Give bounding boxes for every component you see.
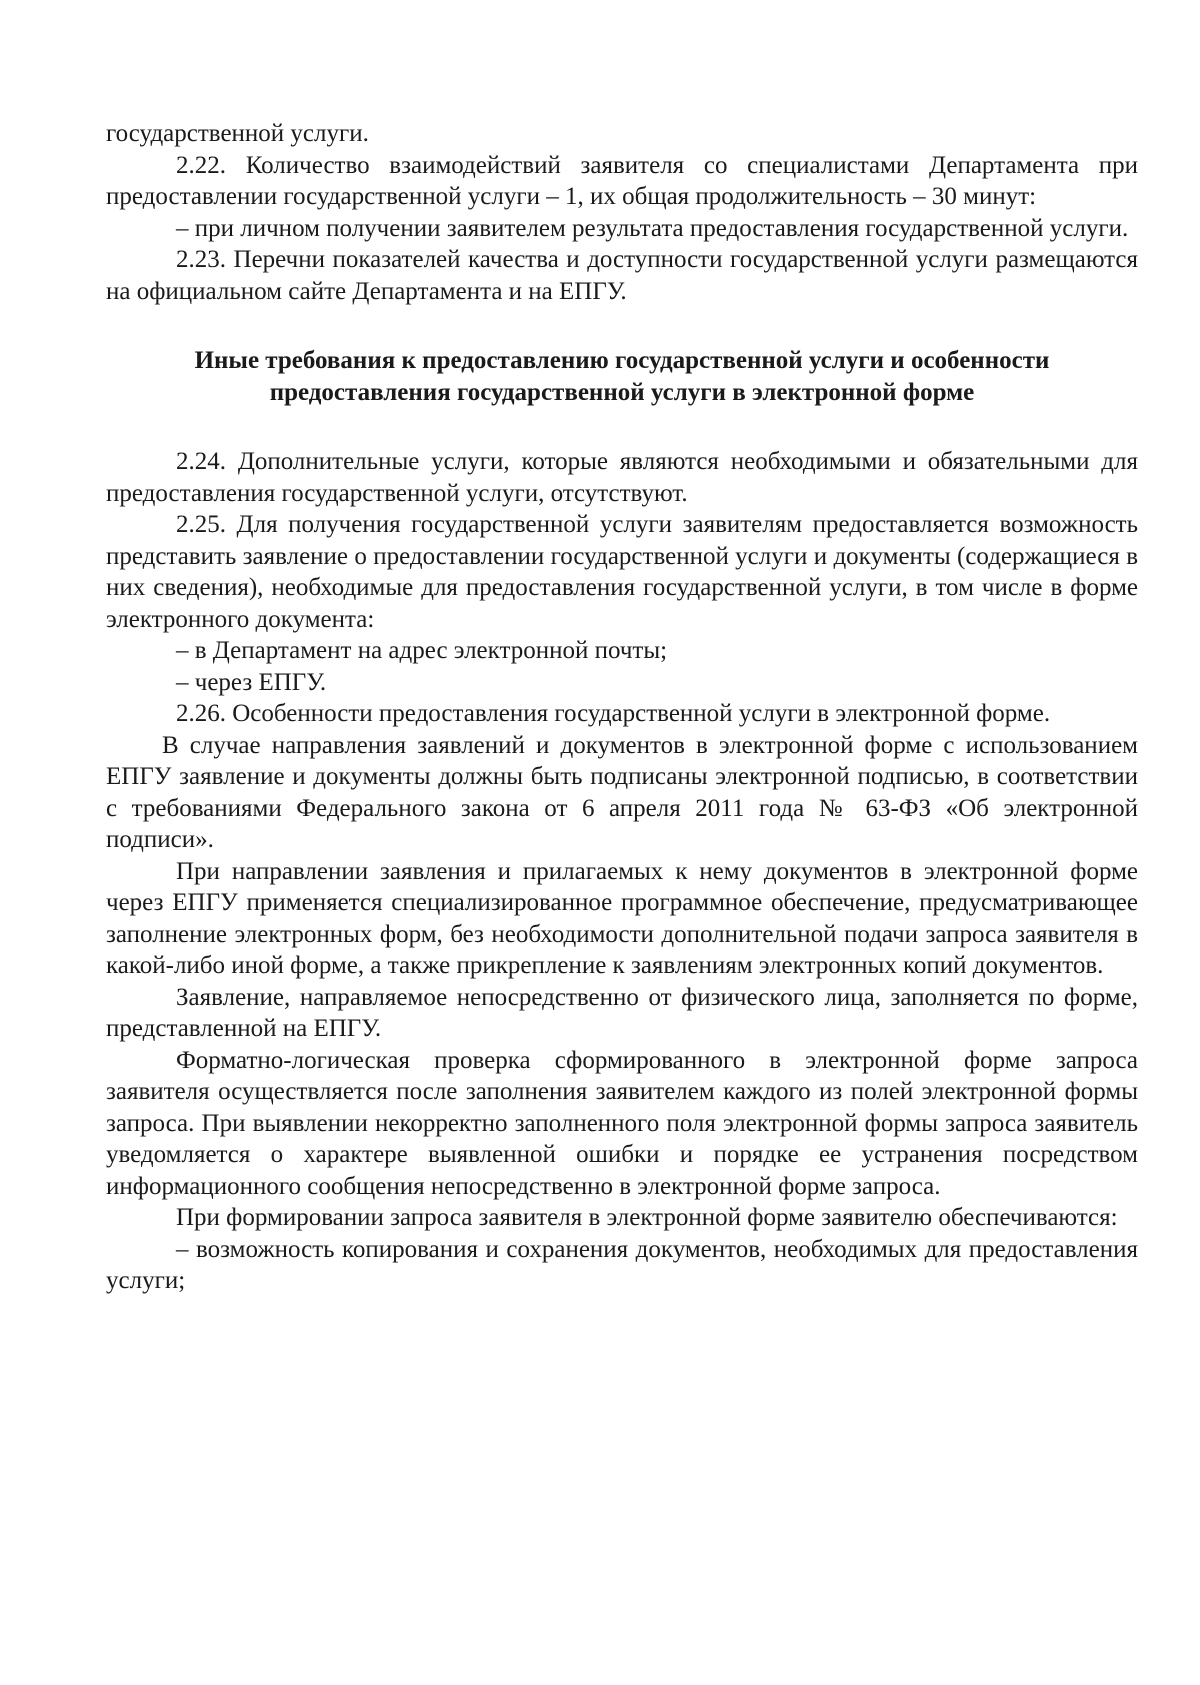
paragraph-software: При направлении заявления и прилагаемых к нему документов в электронной форме через ЕПГУ применяется специализированное программное обеспечение, предусматривающее заполнение электронных форм, без необходимости дополнительной подачи запроса заявителя в какой-либо иной форме, а также прикрепление к заявлениям электронных копий документов. xyxy=(106,857,1138,979)
section-heading-line-2: предоставления государственной услуги в электронной форме xyxy=(269,378,975,406)
paragraph-2-23: 2.23. Перечни показателей качества и доступности государственной услуги размещаются на официальном сайте Департамента и на ЕПГУ. xyxy=(106,246,1138,305)
document-body xyxy=(106,118,1138,1297)
paragraph-2-25: 2.25. Для получения государственной услуги заявителям предоставляется возможность представить заявление о предоставлении государственной услуги и документы (содержащиеся в них сведения), необходимые для предоставления государственной услуги, в том числе в форме электронного документа: xyxy=(106,511,1138,633)
paragraph-request-forming: При формировании запроса заявителя в электронной форме заявителю обеспечиваются: xyxy=(176,1204,1118,1231)
paragraph-application-form: Заявление, направляемое непосредственно от физического лица, заполняется по форме, представленной на ЕПГУ. xyxy=(106,983,1138,1042)
paragraph-2-24: 2.24. Дополнительные услуги, которые являются необходимыми и обязательными для предоставления государственной услуги, отсутствуют. xyxy=(106,448,1138,507)
paragraph-format-check: Форматно-логическая проверка сформированного в электронной форме запроса заявителя осуществляется после заполнения заявителем каждого из полей электронной формы запроса. При выявлении некорректно заполненного поля электронной формы запроса заявитель уведомляется о характере выявленной ошибки и порядке ее устранения посредством информационного сообщения непосредственно в электронной форме запроса. xyxy=(106,1046,1138,1200)
list-item-email: – в Департамент на адрес электронной почты; xyxy=(176,637,668,664)
paragraph-2-22: 2.22. Количество взаимодействий заявителя со специалистами Департамента при предоставлении государственной услуги – 1, их общая продолжительность – 30 минут: xyxy=(106,151,1138,210)
section-heading-line-1: Иные требования к предоставлению государственной услуги и особенности xyxy=(194,347,1050,374)
paragraph-electronic-signature: В случае направления заявлений и документов в электронной форме с использованием ЕПГУ заявление и документы должны быть подписаны электронной подписью, в соответствии с требованиями Федерального закона от 6 апреля 2011 года № 63-ФЗ «Об электронной подписи». xyxy=(106,731,1138,853)
paragraph-personal-receipt: – при личном получении заявителем результата предоставления государственной услуги. xyxy=(176,214,1129,242)
paragraph-2-26: 2.26. Особенности предоставления государственной услуги в электронной форме. xyxy=(176,700,1051,727)
list-item-epgu: – через ЕПГУ. xyxy=(176,668,327,696)
section-heading xyxy=(106,345,1138,408)
paragraph-continuation: государственной услуги. xyxy=(106,120,369,147)
list-item-copying: – возможность копирования и сохранения документов, необходимых для предоставления услуги; xyxy=(106,1235,1138,1294)
